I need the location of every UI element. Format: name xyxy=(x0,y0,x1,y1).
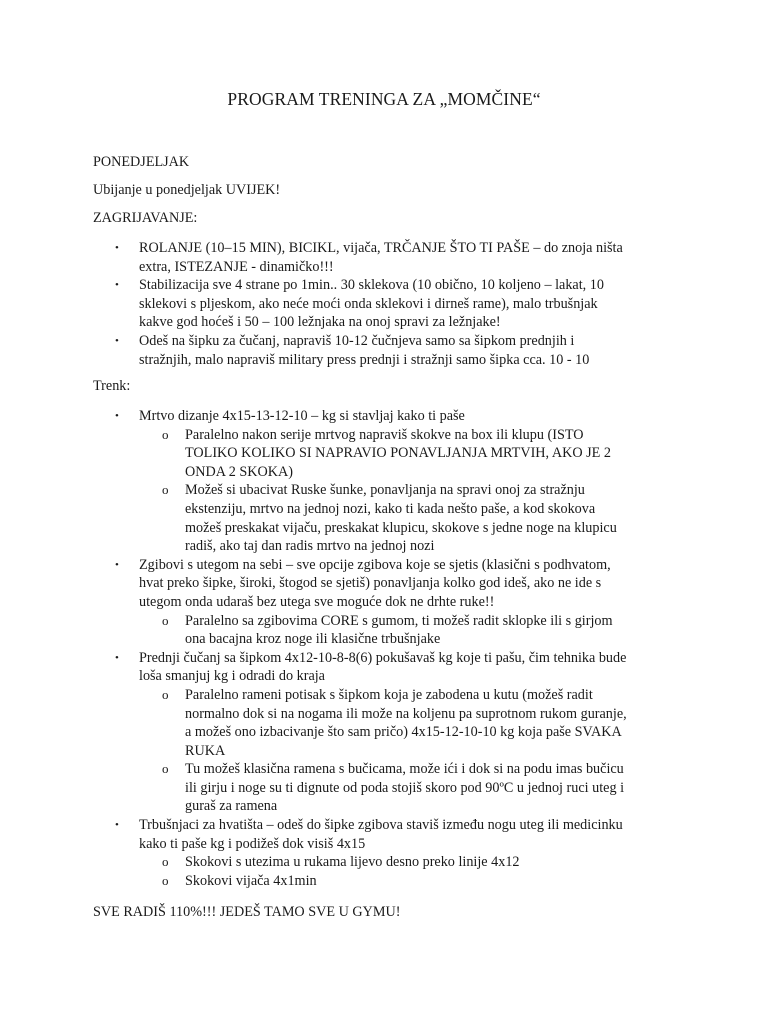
text-line: normalno dok si na nogama ili može na koljenu pa suprotnom rukom guranje, xyxy=(185,705,627,722)
list-item xyxy=(93,649,683,816)
sub-list xyxy=(139,686,683,816)
circle-bullet-icon: o xyxy=(162,426,169,442)
text-line: radiš, ako taj dan radis mrtvo na jednoj nozi xyxy=(185,538,435,555)
text-line: Odeš na šipku za čučanj, napraviš 10-12 čučnjeva samo sa šipkom prednjih i xyxy=(139,332,575,349)
text-line: Zgibovi s utegom na sebi – sve opcije zgibova koje se sjetis (klasični s podhvatom, xyxy=(139,556,611,573)
text-line: RUKA xyxy=(185,742,226,759)
circle-bullet-icon: o xyxy=(162,686,169,702)
circle-bullet-icon: o xyxy=(162,872,169,888)
sub-list-item xyxy=(139,853,683,872)
text-line: loša smanjuj kg i odradi do kraja xyxy=(139,668,325,685)
sub-list-item xyxy=(139,872,683,891)
training-heading: Trenk: xyxy=(93,378,131,394)
document-title: PROGRAM TRENINGA ZA „MOMČINE“ xyxy=(227,89,541,109)
list-item xyxy=(93,816,683,890)
text-line: guraš za ramena xyxy=(185,798,278,815)
list-item xyxy=(93,556,683,649)
bullet-icon: • xyxy=(115,410,119,422)
bullet-icon: • xyxy=(115,279,119,292)
text-line: Stabilizacija sve 4 strane po 1min.. 30 sklekova (10 obično, 10 koljeno – lakat, 10 xyxy=(139,277,604,294)
sub-list-item xyxy=(139,481,683,555)
text-line: utegom onda udaraš bez utega sve moguće dok ne drhte ruke!! xyxy=(139,593,495,610)
sub-list-item xyxy=(139,426,683,482)
text-line: kakve god hoćeš i 50 – 100 ležnjaka na onoj spravi za ležnjake! xyxy=(139,314,501,331)
text-line: hvat preko šipke, široki, štogod se sjetiš) ponavljanja kolko god ideš, ako ne ide s xyxy=(139,575,602,592)
training-list xyxy=(93,407,683,890)
circle-bullet-icon: o xyxy=(162,612,169,628)
text-line: Skokovi s utezima u rukama lijevo desno preko linije 4x12 xyxy=(185,854,520,871)
text-line: sklekovi s pljeskom, ako neće moći onda sklekovi i dirneš rame), malo trbušnjak xyxy=(139,295,598,312)
list-item xyxy=(93,332,683,369)
sub-list xyxy=(139,853,683,890)
circle-bullet-icon: o xyxy=(162,482,169,498)
sub-list-item xyxy=(139,612,683,649)
bullet-icon: • xyxy=(115,558,119,571)
text-line: Skokovi vijača 4x1min xyxy=(185,872,317,889)
text-line: Možeš si ubacivat Ruske šunke, ponavljanja na spravi onoj za stražnju xyxy=(185,482,585,499)
bullet-icon: • xyxy=(115,242,119,254)
text-line: ili girju i noge su ti dignute od poda stojiš skoro pod 90ºC u jednoj ruci uteg i xyxy=(185,779,625,796)
text-line: Paralelno rameni potisak s šipkom koja je zabodena u kutu (možeš radit xyxy=(185,686,593,703)
text-line: stražnjih, malo napraviš military press prednji i stražnji samo šipka cca. 10 - 10 xyxy=(139,351,590,368)
closing-text: SVE RADIŠ 110%!!! JEDEŠ TAMO SVE U GYMU! xyxy=(93,904,401,920)
text-line: ona bacajna kroz noge ili klasične trbušnjake xyxy=(185,631,441,648)
text-line: ONDA 2 SKOKA) xyxy=(185,463,293,480)
intro-text: Ubijanje u ponedjeljak UVIJEK! xyxy=(93,182,281,198)
text-line: Paralelno sa zgibovima CORE s gumom, ti možeš radit sklopke ili s girjom xyxy=(185,612,613,629)
sub-list-item xyxy=(139,686,683,760)
text-line: kako ti paše kg i podižeš dok visiš 4x15 xyxy=(139,835,366,852)
list-item xyxy=(93,239,683,276)
text-line: extra, ISTEZANJE - dinamičko!!! xyxy=(139,258,334,275)
sub-list xyxy=(139,612,683,649)
text-line: Paralelno nakon serije mrtvog napraviš skokve na box ili klupu (ISTO xyxy=(185,426,584,443)
sub-list-item xyxy=(139,760,683,816)
text-line: ROLANJE (10–15 MIN), BICIKL, vijača, TRČANJE ŠTO TI PAŠE – do znoja ništa xyxy=(139,240,623,256)
text-line: TOLIKO KOLIKO SI NAPRAVIO PONAVLJANJA MRTVIH, AKO JE 2 xyxy=(185,445,611,462)
day-heading: PONEDJELJAK xyxy=(93,154,190,170)
bullet-icon: • xyxy=(115,819,119,832)
circle-bullet-icon: o xyxy=(162,761,169,777)
list-item xyxy=(93,276,683,332)
warmup-list xyxy=(93,239,683,369)
text-line: Prednji čučanj sa šipkom 4x12-10-8-8(6) pokušavaš kg koje ti pašu, čim tehnika bude xyxy=(139,649,627,666)
warmup-heading: ZAGRIJAVANJE: xyxy=(93,210,198,226)
list-item xyxy=(93,407,683,556)
sub-list xyxy=(139,426,683,556)
text-line: a možeš ono izbacivanje što sam pričo) 4x15-12-10-10 kg koja paše SVAKA xyxy=(185,724,622,741)
circle-bullet-icon: o xyxy=(162,854,169,870)
text-line: Tu možeš klasična ramena s bučicama, može ići i dok si na podu imas bučicu xyxy=(185,761,624,778)
text-line: Trbušnjaci za hvatišta – odeš do šipke zgibova staviš između nogu uteg ili medicinku xyxy=(139,817,623,834)
text-line: Mrtvo dizanje 4x15-13-12-10 – kg si stavljaj kako ti paše xyxy=(139,408,465,424)
text-line: ekstenziju, mrtvo na jednoj nozi, kako ti kada nešto paše, a kod skokova xyxy=(185,500,596,517)
bullet-icon: • xyxy=(115,334,119,347)
text-line: možeš preskakat vijaču, preskakat klupicu, skokove s jedne noge na klupicu xyxy=(185,519,617,536)
bullet-icon: • xyxy=(115,651,119,664)
